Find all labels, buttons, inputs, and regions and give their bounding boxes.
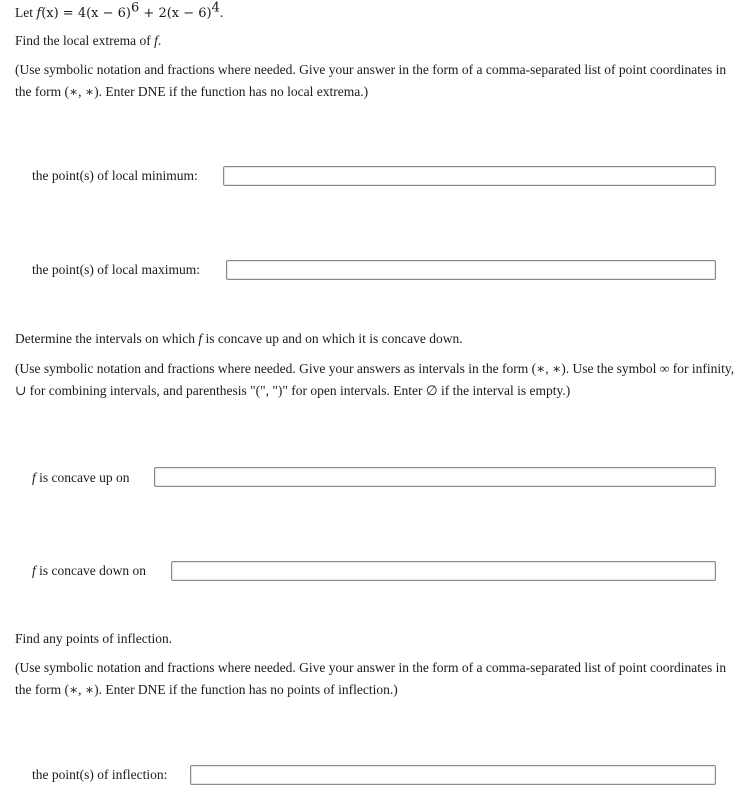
extrema-prompt: Find the local extrema of f. bbox=[15, 33, 162, 48]
intro-suffix: . bbox=[219, 5, 224, 20]
concave-up-input[interactable] bbox=[154, 467, 716, 487]
function-expr-part1: (x) = 4(x − 6) bbox=[41, 6, 131, 21]
function-definition bbox=[15, 0, 224, 21]
local-min-label: the point(s) of local minimum: bbox=[32, 168, 198, 183]
local-max-label: the point(s) of local maximum: bbox=[32, 262, 200, 277]
inflection-prompt: Find any points of inflection. bbox=[15, 631, 173, 646]
concave-down-input[interactable] bbox=[171, 561, 716, 581]
exponent-2: 4 bbox=[211, 0, 220, 16]
function-name: f bbox=[36, 6, 42, 21]
inflection-instructions: (Use symbolic notation and fractions where needed. Give your answer in the form of a comma-separated list of point coordinates in the form (∗, ∗). Enter DNE if the function has no points of inflection.) bbox=[15, 660, 727, 697]
exponent-1: 6 bbox=[131, 0, 140, 16]
concave-up-label: f is concave up on bbox=[32, 470, 130, 485]
function-expr-part2: + 2(x − 6) bbox=[139, 6, 212, 21]
concavity-prompt: Determine the intervals on which f is concave up and on which it is concave down. bbox=[15, 331, 463, 346]
inflection-label: the point(s) of inflection: bbox=[32, 767, 168, 782]
intro-prefix: Let bbox=[15, 5, 37, 20]
concavity-instructions: (Use symbolic notation and fractions where needed. Give your answers as intervals in the form (∗, ∗). Use the symbol ∞ for infinity, ∪ for combining intervals, and parenthesis "(", ")" for open intervals. Enter ∅ if the interval is empty.) bbox=[15, 361, 735, 398]
local-min-input[interactable] bbox=[223, 166, 716, 186]
extrema-instructions: (Use symbolic notation and fractions where needed. Give your answer in the form of a comma-separated list of point coordinates in the form (∗, ∗). Enter DNE if the function has no local extrema.) bbox=[15, 62, 727, 99]
concave-down-label: f is concave down on bbox=[32, 563, 146, 578]
local-max-input[interactable] bbox=[226, 260, 716, 280]
inflection-input[interactable] bbox=[190, 765, 716, 785]
